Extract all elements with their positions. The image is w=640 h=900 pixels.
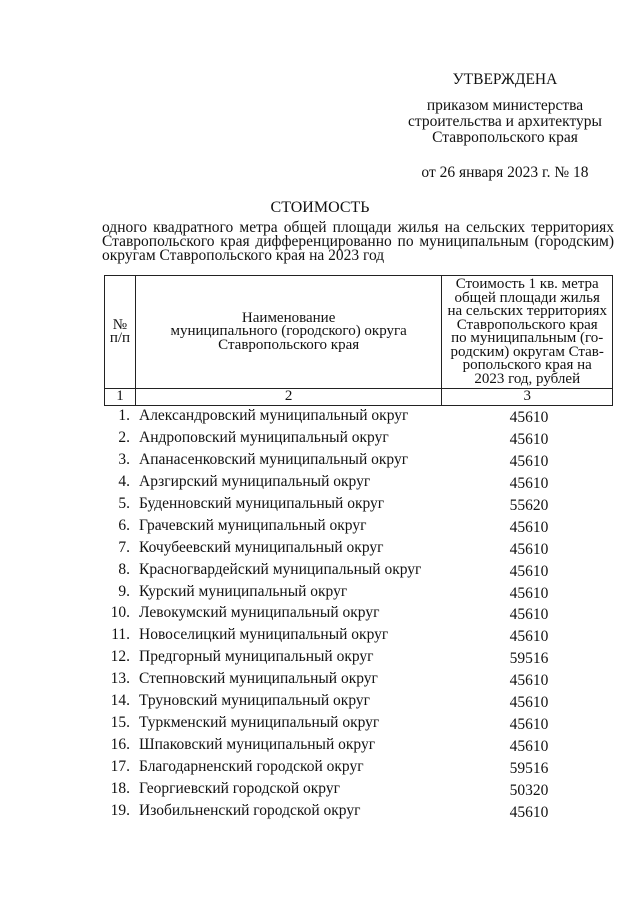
table-row — [104, 427, 613, 449]
approval-title: УТВЕРЖДЕНА — [452, 71, 558, 88]
table-row — [104, 449, 613, 471]
district-name: Андроповский муниципальный округ — [139, 428, 389, 446]
district-name: Шпаковский муниципальный округ — [139, 736, 376, 754]
header-name-line-1: Наименование — [241, 309, 336, 326]
table-row — [104, 712, 613, 734]
header-cost-cell — [442, 276, 613, 389]
cost-value: 45610 — [509, 409, 549, 426]
cost-value: 55620 — [509, 496, 549, 514]
row-number: 8. — [118, 560, 130, 578]
subtitle-line-2: Ставропольского края дифференцированно по муниципальным (городским) — [102, 233, 614, 250]
table-row — [104, 405, 613, 427]
district-name: Александровский муниципальный округ — [139, 407, 409, 424]
row-number: 10. — [110, 604, 130, 622]
subtitle-line-1: одного квадратного метра общей площади жилья на сельских территориях — [102, 219, 614, 236]
header-cost-line-6: родским) округам Став- — [450, 343, 604, 360]
approval-by-line-3: Ставропольского края — [432, 129, 578, 146]
table-row — [104, 581, 613, 603]
row-number: 15. — [110, 714, 130, 732]
cost-value: 45610 — [509, 672, 549, 690]
table-row — [104, 624, 613, 646]
table-row — [104, 778, 613, 800]
cost-value: 45610 — [509, 738, 549, 756]
header-cost-line-5: по муниципальным (го- — [451, 330, 604, 346]
document-subtitle — [102, 221, 614, 263]
row-number: 11. — [111, 626, 130, 644]
header-number-line-1: № — [112, 316, 128, 333]
row-number: 16. — [110, 736, 130, 754]
cost-value: 45610 — [509, 694, 549, 712]
row-number: 4. — [118, 472, 130, 490]
column-number-3: 3 — [442, 389, 613, 406]
district-name: Красногвардейский муниципальный округ — [139, 560, 422, 578]
approval-by-line-1: приказом министерства — [426, 97, 584, 114]
district-name: Степновский муниципальный округ — [139, 670, 378, 688]
row-number: 1. — [118, 407, 130, 424]
approval-date: от 26 января 2023 г. № 18 — [421, 164, 589, 181]
column-number-2: 2 — [135, 389, 442, 406]
approval-stamp — [395, 72, 615, 181]
approval-by-line-2: строительства и архитектуры — [408, 113, 602, 130]
header-cost-line-4: Ставропольского края — [456, 316, 598, 333]
row-number: 6. — [118, 516, 130, 534]
table-header — [104, 275, 613, 406]
subtitle-line-3: округам Ставропольского края на 2023 год — [102, 247, 385, 264]
district-name: Новоселицкий муниципальный округ — [139, 626, 389, 644]
row-number: 19. — [110, 801, 130, 819]
cost-value: 45610 — [509, 518, 549, 536]
district-name: Грачевский муниципальный округ — [139, 516, 367, 534]
table-row — [104, 602, 613, 624]
row-number: 2. — [118, 428, 130, 446]
header-cost-line-2: общей площади жилья — [454, 289, 600, 306]
row-number: 13. — [110, 670, 130, 688]
district-name: Буденновский муниципальный округ — [139, 494, 385, 512]
cost-value: 45610 — [509, 452, 549, 470]
cost-value: 45610 — [509, 803, 549, 821]
header-number-line-2: п/п — [109, 330, 131, 346]
header-name-line-2: муниципального (городского) округа — [170, 323, 407, 340]
header-cost-line-8: 2023 год, рублей — [474, 370, 581, 387]
table-row — [104, 800, 613, 822]
table-row — [104, 690, 613, 712]
table-row — [104, 756, 613, 778]
district-name: Курский муниципальный округ — [139, 582, 348, 600]
district-name: Предгорный муниципальный округ — [139, 648, 374, 666]
cost-value: 59516 — [509, 650, 549, 668]
table-row — [104, 515, 613, 537]
table-row — [104, 471, 613, 493]
district-name: Изобильненский городской округ — [139, 801, 361, 819]
document-title: СТОИМОСТЬ — [270, 199, 370, 216]
table-row — [104, 537, 613, 559]
district-name: Благодарненский городской округ — [139, 758, 364, 775]
district-name: Апанасенковский муниципальный округ — [139, 450, 409, 468]
table-row — [104, 646, 613, 668]
cost-value: 45610 — [509, 540, 549, 558]
row-number: 14. — [110, 692, 130, 710]
cost-value: 45610 — [509, 716, 549, 734]
cost-value: 45610 — [509, 430, 549, 448]
cost-value: 45610 — [509, 628, 549, 646]
row-number: 17. — [110, 758, 130, 775]
row-number: 5. — [118, 494, 130, 512]
district-name: Труновский муниципальный округ — [139, 692, 370, 710]
row-number: 12. — [110, 648, 130, 666]
table-row — [104, 668, 613, 690]
row-number: 7. — [118, 538, 130, 556]
header-name-line-3: Ставропольского края — [218, 336, 360, 353]
district-name: Кочубеевский муниципальный округ — [139, 538, 384, 556]
cost-value: 45610 — [509, 606, 549, 624]
cost-value: 59516 — [509, 760, 549, 777]
district-name: Левокумский муниципальный округ — [139, 604, 380, 622]
table-row — [104, 559, 613, 581]
header-cost-line-1: Стоимость 1 кв. метра — [455, 276, 599, 292]
cost-value: 45610 — [509, 562, 549, 580]
table-row — [104, 734, 613, 756]
row-number: 3. — [118, 450, 130, 468]
district-name: Георгиевский городской округ — [139, 779, 340, 797]
district-name: Туркменский муниципальный округ — [139, 714, 380, 732]
header-cost-line-3: на сельских территориях — [447, 303, 607, 319]
cost-value: 45610 — [509, 584, 549, 602]
district-name: Арзгирский муниципальный округ — [139, 472, 371, 490]
header-cost-line-7: ропольского края на — [462, 357, 592, 373]
header-number-cell — [105, 276, 136, 389]
row-number: 9. — [118, 582, 130, 600]
column-number-1: 1 — [105, 389, 136, 406]
row-number: 18. — [110, 779, 130, 797]
table-body — [104, 405, 613, 822]
header-name-cell — [135, 276, 442, 389]
cost-value: 45610 — [509, 474, 549, 492]
cost-value: 50320 — [509, 781, 549, 799]
table-row — [104, 493, 613, 515]
